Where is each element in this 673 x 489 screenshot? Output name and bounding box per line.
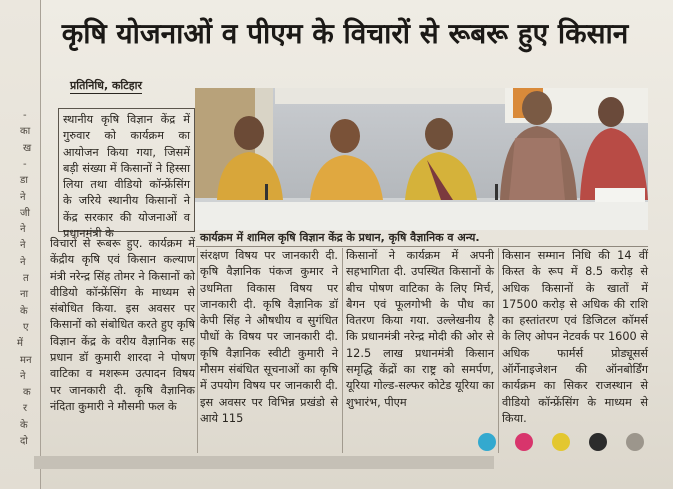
adjacent-column-fragment: ने: [20, 224, 26, 236]
adjacent-column-fragment: र: [23, 403, 28, 415]
adjacent-column-fragment: ने: [20, 240, 26, 252]
column-rule: [197, 248, 198, 453]
article-column-3: [346, 248, 494, 453]
adjacent-column-strip: [0, 0, 41, 489]
column-4-text: किसान सम्मान निधि की 14 वीं किस्त के रूप में 8.5 करोड़ से अधिक किसानों के खातों में 17500 करोड़ से अधिक की राशि का हस्तांतरण एवं डिजिटल कॉमर्स के लिए ओपन नेटवर्क पर 1600 से अधिक फार्मर्स प्रोड्यूसर्स ऑर्गेनाइजेशन की ऑनबोर्डिंग कार्यक्रम का सिकर राजस्थान से वीडियो कॉन्फ्रेंसिंग के माध्यम से किया.: [502, 249, 648, 425]
intro-text: स्थानीय कृषि विज्ञान केंद्र में गुरुवार को कार्यक्रम का आयोजन किया गया, जिसमें बड़ी संख्या में किसानों ने हिस्सा लिया तथा वीडियो कॉन्फ्रेंसिंग के जरिये स्थानीय किसानों ने केंद्र सरकार की योजनाओं व प्रधानमंत्री के: [63, 113, 190, 241]
adjacent-column-fragment: का: [20, 126, 31, 138]
adjacent-column-fragment: के: [20, 419, 28, 431]
intro-box: [58, 108, 195, 241]
dateline: प्रतिनिधि, कटिहार: [70, 79, 142, 92]
adjacent-column-fragment: -: [23, 158, 27, 170]
registration-mark-cyan: [478, 433, 496, 451]
adjacent-column-fragment: ने: [20, 191, 26, 203]
adjacent-column-fragment: ने: [20, 256, 26, 268]
adjacent-column-fragment: ना: [20, 289, 29, 301]
adjacent-column-fragment: में: [17, 338, 23, 350]
adjacent-column-fragment: ए: [23, 321, 29, 333]
column-rule: [342, 248, 343, 453]
adjacent-column-fragment: ख: [23, 142, 32, 154]
article-column-1: [50, 108, 195, 453]
photo-caption: कार्यक्रम में शामिल कृषि विज्ञान केंद्र के प्रधान, कृषि वैज्ञानिक व अन्य.: [200, 231, 480, 244]
news-photo: [195, 88, 648, 230]
registration-mark-magenta: [515, 433, 533, 451]
headline: कृषि योजनाओं व पीएम के विचारों से रूबरू हुए किसान: [61, 17, 629, 50]
adjacent-column-fragment: दो: [20, 436, 28, 447]
caption-rule: [196, 246, 648, 247]
article-column-2: [200, 248, 338, 453]
photo-illustration: [195, 88, 648, 230]
column-1-text: विचारों से रूबरू हुए. कार्यक्रम में केंद्रीय कृषि एवं किसान कल्याण मंत्री नरेन्द्र सिंह तोमर ने किसानों को वीडियो कॉन्फ्रेंसिंग के माध्यम से संबोधित किया. इस अवसर पर किसानों को संबोधित करते हुए कृषि विज्ञान केंद्र के वरीय वैज्ञानिक सह प्रधान डॉ कुमारी शारदा ने पोषण वाटिका व मशरूम उत्पादन विषय पर जानकारी दी. कृषि वैज्ञानिक नंदिता कुमारी ने मौसमी फल के: [50, 237, 195, 413]
adjacent-column-fragment: के: [20, 305, 28, 317]
registration-mark-yellow: [552, 433, 570, 451]
adjacent-column-fragment: क: [23, 387, 31, 399]
column-2-text: संरक्षण विषय पर जानकारी दी. कृषि वैज्ञानिक पंकज कुमार ने उधमिता विकास विषय पर जानकारी दी. कृषि वैज्ञानिक डॉ केपी सिंह ने औषधीय व सुगंधित पौधों के विषय पर जानकारी दी. कृषि वैज्ञानिक स्वीटी कुमारी ने मौसम संबंधित सूचनाओं का कृषि में उपयोग विषय पर जानकारी दी. इस अवसर पर विभिन्न प्रखंडो से आये 115: [200, 249, 338, 425]
bottom-bar: [34, 456, 494, 469]
article-column-4: [502, 248, 648, 453]
column-3-text: किसानों ने कार्यक्रम में अपनी सहभागिता दी. उपस्थित किसानों के बीच पोषण वाटिका के लिए मिर्च, बैगन एवं फूलगोभी के पौध का वितरण किया गया. उल्लेखनीय है कि प्रधानमंत्री नरेन्द्र मोदी की ओर से 12.5 लाख प्रधानमंत्री किसान समृद्धि केंद्रों का राष्ट्र को समर्पण, यूरिया गोल्ड-सल्फर कोटेड यूरिया का शुभारंभ, पीएम: [346, 249, 494, 409]
registration-mark-black: [589, 433, 607, 451]
adjacent-column-fragment: जी: [20, 207, 31, 219]
adjacent-column-fragment: -: [23, 110, 27, 121]
column-rule: [498, 248, 499, 453]
adjacent-column-fragment: ने: [20, 370, 26, 382]
adjacent-column-fragment: त: [23, 273, 29, 284]
adjacent-column-fragment: डा: [20, 175, 28, 187]
registration-mark-gray: [626, 433, 644, 451]
adjacent-column-fragment: मन: [20, 354, 32, 366]
